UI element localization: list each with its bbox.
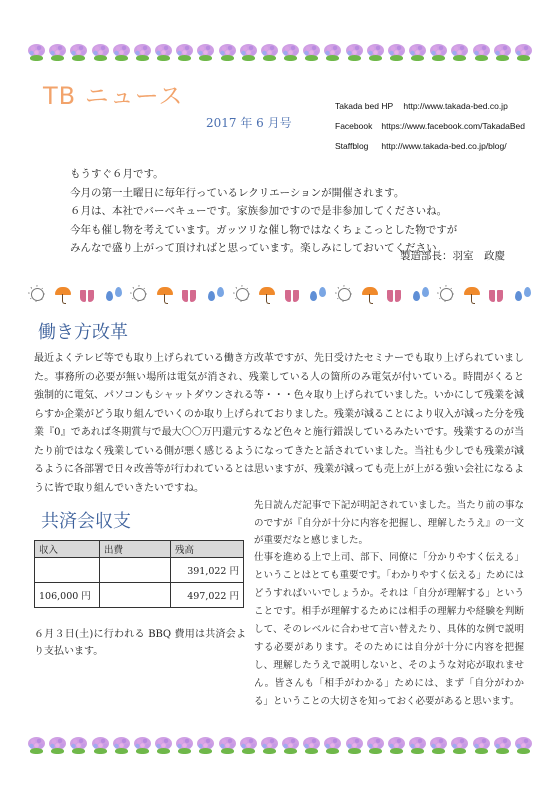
hydrangea-icon (240, 44, 257, 62)
hydrangea-icon (303, 737, 320, 755)
link-url[interactable]: https://www.facebook.com/TakadaBed (381, 121, 526, 131)
article-paragraph-2: 仕事を進める上で上司、部下、同僚に「分かりやすく伝える」ということはとても重要です。「わかりやすく伝える」ためにはどうすればいいでしょうか。それは「自分が理解する」ということです。相手が理解するためには相手の理解力や経験を判断して、そのレベルに合わせて言い替えたり、具体的な例で説明する必要があります。そのためには自分が十分に内容を把握し、理解したうえで説明しないと、そのような対応が取れません。皆さんも「相手がわかる」ためには、まず「自分がわかる」ということの大切さを知っておく必要があると思います。 (254, 552, 524, 707)
greeting-line: ６月は、本社でバーベキューです。家族参加ですので是非参加してくださいね。 (70, 205, 448, 217)
umbrella-icon (54, 285, 72, 305)
hydrangea-icon (346, 44, 363, 62)
sun-icon (233, 285, 251, 305)
hydrangea-icon (92, 737, 109, 755)
reform-heading: 働き方改革 (38, 322, 128, 343)
link-label: Takada bed HP (335, 101, 394, 111)
boots-icon (284, 285, 302, 305)
hydrangea-icon (155, 44, 172, 62)
table-header-row (35, 541, 244, 558)
hydrangea-icon (155, 737, 172, 755)
hydrangea-icon (430, 44, 447, 62)
link-label: Staffblog (335, 141, 369, 151)
greeting-line: 今年も催し物を考えています。ガッツリな催し物ではなくちょこっとした物ですが (70, 223, 458, 236)
mutual-aid-table (34, 540, 244, 608)
sun-icon (335, 285, 353, 305)
umbrella-icon (361, 285, 379, 305)
hydrangea-icon (324, 737, 341, 755)
hydrangea-icon (324, 44, 341, 62)
link-row-facebook[interactable] (335, 116, 525, 136)
sun-icon (28, 285, 46, 305)
greeting-line: 今月の第一土曜日に毎年行っているレクリエーションが開催されます。 (70, 186, 405, 199)
mutual-aid-note: ６月３日(土)に行われる BBQ 費用は共済会より支払います。 (34, 629, 246, 657)
hydrangea-icon (303, 44, 320, 62)
hydrangea-icon (515, 737, 532, 755)
table-cell: 106,000 円 (35, 583, 100, 608)
table-cell: 497,022 円 (171, 583, 244, 608)
hydrangea-icon (388, 44, 405, 62)
hydrangea-icon (49, 44, 66, 62)
hydrangea-icon (261, 44, 278, 62)
hydrangea-icon (197, 44, 214, 62)
hydrangea-icon (282, 44, 299, 62)
umbrella-icon (258, 285, 276, 305)
boots-icon (488, 285, 506, 305)
hydrangea-icon (494, 44, 511, 62)
table-row (35, 583, 244, 608)
hydrangea-icon (473, 44, 490, 62)
hydrangea-icon (240, 737, 257, 755)
hydrangea-icon (430, 737, 447, 755)
umbrella-icon (156, 285, 174, 305)
hydrangea-icon (367, 44, 384, 62)
rain-decoration-row (28, 283, 532, 307)
link-url[interactable]: http://www.takada-bed.co.jp (403, 101, 508, 111)
hydrangea-icon (176, 44, 193, 62)
table-row (35, 558, 244, 583)
hydrangea-icon (197, 737, 214, 755)
hydrangea-icon (515, 44, 532, 62)
link-row-hp[interactable] (335, 96, 525, 116)
table-cell (100, 583, 171, 608)
hydrangea-icon (134, 44, 151, 62)
raindrops-icon (207, 285, 225, 305)
hydrangea-icon (451, 44, 468, 62)
issue-date: 2017 年 6 月号 (206, 116, 292, 130)
greeting-line: みんなで盛り上がって頂ければと思っています。楽しみにしておいてください (70, 242, 437, 254)
sun-icon (437, 285, 455, 305)
hydrangea-icon (28, 737, 45, 755)
hydrangea-icon (92, 44, 109, 62)
hydrangea-icon (113, 737, 130, 755)
hydrangea-icon (70, 44, 87, 62)
bottom-flower-border (28, 737, 532, 761)
mutual-aid-heading: 共済会収支 (41, 511, 131, 532)
boots-icon (79, 285, 97, 305)
reform-body: 最近よくテレビ等でも取り上げられている働き方改革ですが、先日受けたセミナーでも取り上げられていました。事務所の必要が無い場所は電気が消され、残業している人の箇所のみ電気が付いている。時間がくると強制的に電気、パソコンもシャットダウンされる等・・・色々取り上げられていました。いかにして残業を減らすか企業がどう取り組んでいくのか取り上げられておりました。残業が減ることにより収入が減った分を残業『0』であれば冬期賞与で最大〇〇万円還元するなど色々と施行錯誤しているみたいです。残業するのが当たり前ではなく残業している側が悪く感じるようになってきたと話されていました。当社も少しでも残業が減るように各部署で日々改善等が行われているとは思いますが、残業が減っても売上が上がる強い会社になるように皆で取り組んでいきたいですね。 (34, 353, 524, 494)
hydrangea-icon (282, 737, 299, 755)
raindrops-icon (309, 285, 327, 305)
hydrangea-icon (346, 737, 363, 755)
table-header-cell: 残高 (171, 541, 244, 558)
hydrangea-icon (494, 737, 511, 755)
hydrangea-icon (113, 44, 130, 62)
hydrangea-icon (28, 44, 45, 62)
hydrangea-icon (367, 737, 384, 755)
boots-icon (181, 285, 199, 305)
link-url[interactable]: http://www.takada-bed.co.jp/blog/ (381, 141, 507, 151)
newsletter-title: TB ニュース (43, 82, 184, 110)
hydrangea-icon (388, 737, 405, 755)
table-header-cell: 出費 (100, 541, 171, 558)
signature: 製造部長：羽室 政慶 (400, 250, 505, 262)
umbrella-icon (463, 285, 481, 305)
hydrangea-icon (70, 737, 87, 755)
hydrangea-icon (49, 737, 66, 755)
hydrangea-icon (409, 44, 426, 62)
hydrangea-icon (451, 737, 468, 755)
article-paragraph-1: 先日読んだ記事で下記が明記されていました。当たり前の事なのですが『自分が十分に内容を把握し、理解したうえ』の一文が重要だなと感じました。 (254, 500, 524, 546)
hydrangea-icon (176, 737, 193, 755)
hydrangea-icon (219, 737, 236, 755)
table-cell: 391,022 円 (171, 558, 244, 583)
boots-icon (386, 285, 404, 305)
greeting-line: もうすぐ６月です。 (70, 168, 164, 180)
sun-icon (130, 285, 148, 305)
raindrops-icon (105, 285, 123, 305)
table-cell (100, 558, 171, 583)
top-flower-border (28, 44, 532, 68)
raindrops-icon (412, 285, 430, 305)
hydrangea-icon (134, 737, 151, 755)
greeting-text (70, 165, 457, 258)
hydrangea-icon (409, 737, 426, 755)
table-header-cell: 収入 (35, 541, 100, 558)
link-label: Facebook (335, 121, 373, 131)
raindrops-icon (514, 285, 532, 305)
hydrangea-icon (261, 737, 278, 755)
table-cell (35, 558, 100, 583)
link-row-staffblog[interactable] (335, 136, 525, 156)
hydrangea-icon (219, 44, 236, 62)
link-list (335, 96, 525, 156)
hydrangea-icon (473, 737, 490, 755)
